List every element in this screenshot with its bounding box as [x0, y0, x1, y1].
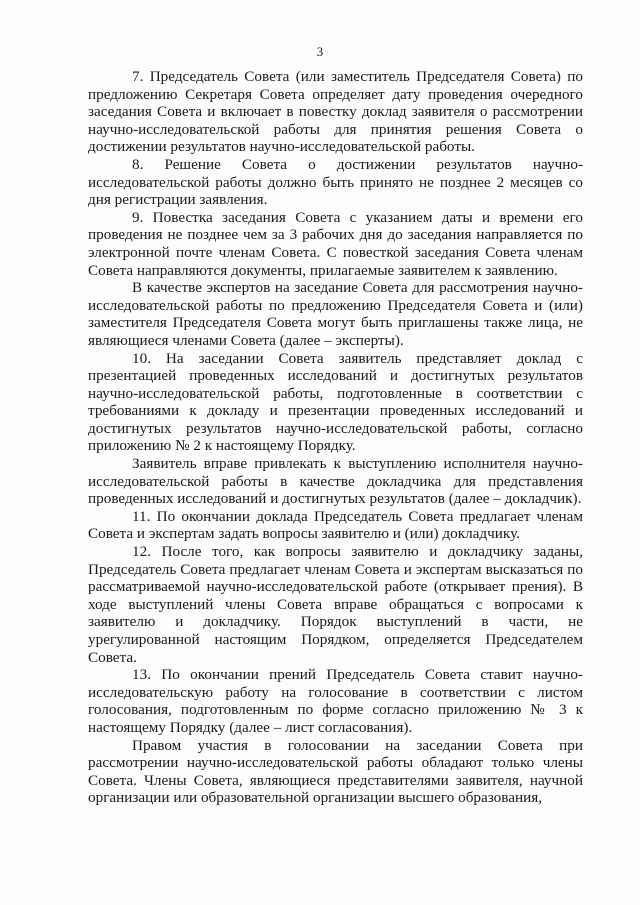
paragraph-9: 9. Повестка заседания Совета с указанием даты и времени его проведения не позднее чем за 3 рабочих дня до заседания направляется по электронной почте членам Совета. С повесткой заседания Совета членам Совета направляются документы, прилагаемые заявителем к заявлению. [88, 208, 583, 279]
paragraph-experts: В качестве экспертов на заседание Совета для рассмотрения научно-исследовательской работы по предложению Председателя Совета и (или) заместителя Председателя Совета могут быть приглашены также лица, не являющиеся членами Совета (далее – эксперты). [88, 279, 583, 349]
paragraph-12: 12. После того, как вопросы заявителю и докладчику заданы, Председатель Совета предлагает членам Совета и экспертам высказаться по рассматриваемой научно-исследовательской работе (открывает прения). В ходе выступлений члены Совета вправе обращаться с вопросами к заявителю и докладчику. Порядок выступлений в части, не урегулированной настоящим Порядком, определяется Председателем Совета. [88, 543, 583, 666]
document-body [88, 68, 583, 807]
paragraph-7: 7. Председатель Совета (или заместитель Председателя Совета) по предложению Секретаря Совета определяет дату проведения очередного заседания Совета и включает в повестку доклад заявителя о рассмотрении научно-исследовательской работы для принятия решения Совета о достижении результатов научно-исследовательской работы. [88, 68, 583, 156]
page-number: 3 [316, 44, 324, 59]
paragraph-11: 11. По окончании доклада Председатель Совета предлагает членам Совета и экспертам задать вопросы заявителю и (или) докладчику. [88, 507, 583, 543]
paragraph-13: 13. По окончании прений Председатель Совета ставит научно-исследовательскую работу на голосование в соответствии с листом голосования, подготовленным по форме согласно приложению № 3 к настоящему Порядку (далее – лист согласования). [88, 666, 583, 736]
paragraph-8: 8. Решение Совета о достижении результатов научно-исследовательской работы должно быть принято не позднее 2 месяцев со дня регистрации заявления. [88, 155, 583, 209]
paragraph-speaker: Заявитель вправе привлекать к выступлению исполнителя научно-исследовательской работы в качестве докладчика для представления проведенных исследований и достигнутых результатов (далее – докладчик). [88, 455, 583, 508]
paragraph-voting-rights: Правом участия в голосовании на заседании Совета при рассмотрении научно-исследовательской работы обладают только члены Совета. Члены Совета, являющиеся представителями заявителя, научной организации или образовательной организации высшего образования, [88, 736, 583, 807]
paragraph-10: 10. На заседании Совета заявитель представляет доклад с презентацией проведенных исследований и достигнутых результатов научно-исследовательской работы, подготовленные в соответствии с требованиями к докладу и презентации проведенных исследований и достигнутых результатов научно-исследовательской работы, согласно приложению № 2 к настоящему Порядку. [88, 349, 583, 455]
